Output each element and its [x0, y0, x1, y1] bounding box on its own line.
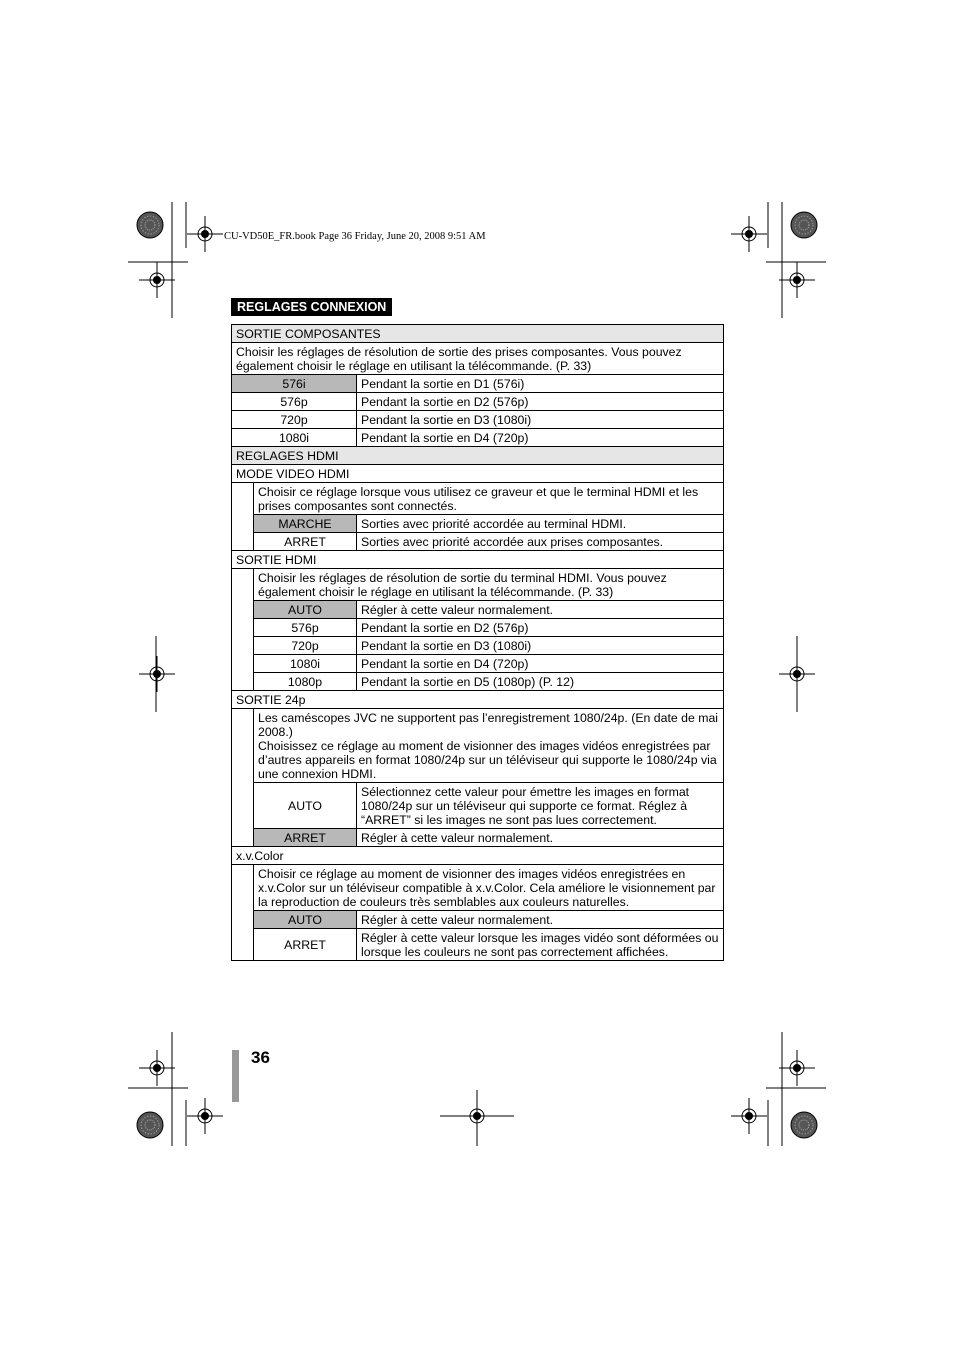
- table-row: [232, 619, 724, 637]
- table-row: [232, 551, 724, 569]
- option-value: 1080p: [254, 673, 357, 691]
- table-row: [232, 601, 724, 619]
- table-row: [232, 393, 724, 411]
- option-value: 576i: [232, 375, 357, 393]
- indent-cell: [232, 865, 254, 961]
- file-info: CU-VD50E_FR.book Page 36 Friday, June 20, 2008 9:51 AM: [224, 231, 486, 242]
- option-description: Régler à cette valeur normalement.: [357, 911, 724, 929]
- sortie-hdmi-description: Choisir les réglages de résolution de sortie du terminal HDMI. Vous pouvez également choisir le réglage en utilisant la télécommande. (P. 33): [254, 569, 724, 601]
- indent-cell: [232, 569, 254, 691]
- table-row: [232, 569, 724, 601]
- page-number: 36: [251, 1048, 270, 1067]
- option-value: 576p: [254, 619, 357, 637]
- option-value: 720p: [232, 411, 357, 429]
- option-description: Pendant la sortie en D3 (1080i): [357, 637, 724, 655]
- option-value: 720p: [254, 637, 357, 655]
- page-marker-bar: [232, 1050, 239, 1102]
- option-value: 1080i: [232, 429, 357, 447]
- option-value: 576p: [232, 393, 357, 411]
- option-description: Pendant la sortie en D2 (576p): [357, 619, 724, 637]
- option-description: Pendant la sortie en D4 (720p): [357, 655, 724, 673]
- sortie-24p-description: Les caméscopes JVC ne supportent pas l’enregistrement 1080/24p. (En date de mai 2008.) Choisissez ce réglage au moment de visionner des images vidéos enregistrées par d’autres appareils en format 1080/24p sur un téléviseur qui supporte le 1080/24p via une connexion HDMI.: [254, 709, 724, 783]
- option-description: Pendant la sortie en D3 (1080i): [357, 411, 724, 429]
- table-row: [232, 483, 724, 515]
- option-description: Régler à cette valeur lorsque les images vidéo sont déformées ou lorsque les couleurs ne sont pas correctement affichées.: [357, 929, 724, 961]
- table-row: [232, 465, 724, 483]
- sortie-composantes-header: SORTIE COMPOSANTES: [232, 325, 724, 343]
- table-row: [232, 325, 724, 343]
- table-row: [232, 447, 724, 465]
- option-value: ARRET: [254, 829, 357, 847]
- option-value: ARRET: [254, 533, 357, 551]
- xv-color-description: Choisir ce réglage au moment de visionner des images vidéos enregistrées en x.v.Color sur un téléviseur compatible à x.v.Color. Cela améliore le visionnement par la reproduction de couleurs très semblables aux couleurs naturelles.: [254, 865, 724, 911]
- table-row: [232, 691, 724, 709]
- table-row: [232, 655, 724, 673]
- table-row: [232, 829, 724, 847]
- option-value: MARCHE: [254, 515, 357, 533]
- table-row: [232, 375, 724, 393]
- option-description: Pendant la sortie en D1 (576i): [357, 375, 724, 393]
- table-row: [232, 673, 724, 691]
- option-value: ARRET: [254, 929, 357, 961]
- table-row: [232, 637, 724, 655]
- option-value: AUTO: [254, 783, 357, 829]
- sortie-24p-header: SORTIE 24p: [232, 691, 724, 709]
- table-row: [232, 533, 724, 551]
- table-row: [232, 865, 724, 911]
- reglages-hdmi-header: REGLAGES HDMI: [232, 447, 724, 465]
- indent-cell: [232, 709, 254, 847]
- option-description: Pendant la sortie en D2 (576p): [357, 393, 724, 411]
- option-description: Régler à cette valeur normalement.: [357, 829, 724, 847]
- table-row: [232, 847, 724, 865]
- option-description: Sorties avec priorité accordée aux prises composantes.: [357, 533, 724, 551]
- table-row: [232, 411, 724, 429]
- mode-video-hdmi-header: MODE VIDEO HDMI: [232, 465, 724, 483]
- option-description: Sélectionnez cette valeur pour émettre les images en format 1080/24p sur un téléviseur qui supporte ce format. Réglez à “ARRET” si les images ne sont pas lues correctement.: [357, 783, 724, 829]
- option-value: 1080i: [254, 655, 357, 673]
- option-description: Régler à cette valeur normalement.: [357, 601, 724, 619]
- table-row: [232, 515, 724, 533]
- table-row: [232, 429, 724, 447]
- table-row: [232, 911, 724, 929]
- xv-color-header: x.v.Color: [232, 847, 724, 865]
- table-row: [232, 343, 724, 375]
- option-description: Pendant la sortie en D5 (1080p) (P. 12): [357, 673, 724, 691]
- option-value: AUTO: [254, 911, 357, 929]
- table-row: [232, 929, 724, 961]
- table-row: [232, 709, 724, 783]
- indent-cell: [232, 483, 254, 551]
- table-row: [232, 783, 724, 829]
- sortie-composantes-description: Choisir les réglages de résolution de sortie des prises composantes. Vous pouvez également choisir le réglage en utilisant la télécommande. (P. 33): [232, 343, 724, 375]
- option-value: AUTO: [254, 601, 357, 619]
- option-description: Pendant la sortie en D4 (720p): [357, 429, 724, 447]
- sortie-hdmi-header: SORTIE HDMI: [232, 551, 724, 569]
- mode-video-hdmi-description: Choisir ce réglage lorsque vous utilisez ce graveur et que le terminal HDMI et les prises composantes sont connectés.: [254, 483, 724, 515]
- section-title: REGLAGES CONNEXION: [231, 298, 392, 316]
- settings-table: [231, 324, 724, 961]
- option-description: Sorties avec priorité accordée au terminal HDMI.: [357, 515, 724, 533]
